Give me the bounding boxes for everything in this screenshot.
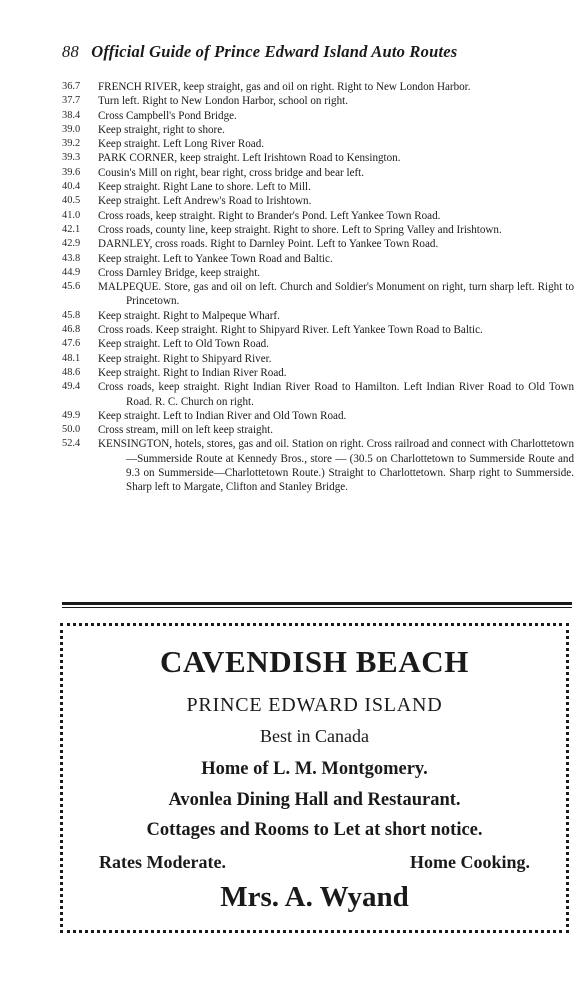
route-direction: Cross roads, keep straight. Right to Brander's Pond. Left Yankee Town Road. [98, 209, 441, 222]
route-mileage: 38.4 [62, 109, 81, 121]
route-mileage: 39.3 [62, 152, 81, 164]
route-entry [62, 337, 574, 351]
route-entry [62, 380, 574, 409]
route-mileage: 47.6 [62, 338, 81, 350]
route-entry [62, 323, 574, 337]
ad-dining: Avonlea Dining Hall and Restaurant. [168, 790, 461, 810]
route-direction: Keep straight. Left Long River Road. [98, 138, 265, 151]
route-direction: FRENCH RIVER, keep straight, gas and oil on right. Right to New London Harbor. [98, 81, 471, 93]
route-mileage: 49.9 [62, 409, 81, 421]
route-direction: Keep straight. Right Lane to shore. Left to Mill. [98, 181, 311, 194]
route-mileage: 41.0 [62, 209, 81, 221]
route-direction: Keep straight. Left to Old Town Road. [98, 338, 269, 351]
page-header [62, 42, 562, 62]
route-entry [62, 280, 574, 309]
route-entry [62, 266, 574, 280]
route-direction: Keep straight. Right to Indian River Road. [98, 366, 287, 379]
ad-home-of: Home of L. M. Montgomery. [201, 759, 428, 779]
route-mileage: 40.4 [62, 181, 81, 193]
ad-slogan: Best in Canada [260, 726, 369, 746]
route-mileage: 46.8 [62, 324, 81, 336]
route-direction: KENSINGTON, hotels, stores, gas and oil. Station on right. Cross railroad and connect with Charlottetown—Summerside Route at Kennedy Bros., store — (30.5 on Charlottetown to Summerside Route and 9.3 on Summerside—Charlottetown Route.) Straight to Charlottetown. Sharp right to Summerside. Sharp left to Margate, Clifton and Stanley Bridge. [98, 438, 574, 494]
route-direction: Cross roads. Keep straight. Right to Shipyard River. Left Yankee Town Road to Baltic. [98, 324, 483, 337]
route-entry [62, 166, 574, 180]
ad-cottages: Cottages and Rooms to Let at short notice. [146, 820, 483, 840]
ad-rates: Rates Moderate. [99, 852, 226, 872]
route-mileage: 42.9 [62, 238, 81, 250]
route-direction: Keep straight, right to shore. [98, 123, 225, 136]
route-mileage: 49.4 [62, 381, 81, 393]
route-mileage: 44.9 [62, 266, 81, 278]
route-entry [62, 180, 574, 194]
route-mileage: 45.8 [62, 309, 81, 321]
route-entry [62, 80, 574, 94]
advertisement-box [60, 623, 569, 933]
route-entry [62, 352, 574, 366]
route-direction: Cross Darnley Bridge, keep straight. [98, 266, 261, 279]
route-entry [62, 437, 574, 494]
route-direction: DARNLEY, cross roads. Right to Darnley Point. Left to Yankee Town Road. [98, 238, 439, 251]
route-mileage: 48.6 [62, 366, 81, 378]
route-mileage: 52.4 [62, 438, 81, 450]
route-direction: Cross roads, county line, keep straight. Right to shore. Left to Spring Valley and Irishtown. [98, 223, 502, 236]
divider-rule-thin [62, 607, 572, 608]
route-mileage: 39.6 [62, 166, 81, 178]
route-mileage: 40.5 [62, 195, 81, 207]
route-entry [62, 151, 574, 165]
route-direction: Cross roads, keep straight. Right Indian River Road to Hamilton. Left Indian River Road to Old Town Road. R. C. Church on right. [98, 381, 574, 408]
route-entry [62, 237, 574, 251]
route-direction: Cross stream, mill on left keep straight. [98, 424, 274, 437]
route-mileage: 48.1 [62, 352, 81, 364]
ad-cooking: Home Cooking. [409, 852, 530, 872]
route-mileage: 39.2 [62, 138, 81, 150]
route-direction: Keep straight. Right to Malpeque Wharf. [98, 309, 280, 322]
route-mileage: 45.6 [62, 281, 81, 293]
route-entry [62, 309, 574, 323]
route-entry [62, 366, 574, 380]
route-entry [62, 137, 574, 151]
route-entry [62, 123, 574, 137]
route-entry [62, 252, 574, 266]
page-number: 88 [62, 42, 79, 61]
route-direction: PARK CORNER, keep straight. Left Irishtown Road to Kensington. [98, 152, 401, 165]
route-entry [62, 423, 574, 437]
divider-rule [62, 602, 572, 605]
route-entry [62, 409, 574, 423]
route-entry [62, 209, 574, 223]
ad-name: CAVENDISH BEACH [159, 644, 470, 679]
ad-province: PRINCE EDWARD ISLAND [186, 694, 443, 716]
route-mileage: 50.0 [62, 424, 81, 436]
route-direction: Cousin's Mill on right, bear right, cross bridge and bear left. [98, 166, 365, 179]
route-log [62, 80, 574, 495]
route-entry [62, 223, 574, 237]
route-direction: Turn left. Right to New London Harbor, school on right. [98, 95, 348, 108]
route-direction: Keep straight. Left Andrew's Road to Irishtown. [98, 195, 312, 208]
page-title: Official Guide of Prince Edward Island Auto Routes [91, 42, 458, 61]
route-entry [62, 94, 574, 108]
route-direction: Keep straight. Left to Yankee Town Road and Baltic. [98, 252, 333, 265]
route-mileage: 37.7 [62, 95, 81, 107]
route-direction: Keep straight. Right to Shipyard River. [98, 352, 272, 365]
route-entry [62, 194, 574, 208]
route-mileage: 43.8 [62, 252, 81, 264]
route-entry [62, 109, 574, 123]
route-mileage: 42.1 [62, 223, 81, 235]
route-direction: MALPEQUE. Store, gas and oil on left. Church and Soldier's Monument on right, turn sharp left. Right to Princetown. [98, 281, 574, 308]
route-direction: Keep straight. Left to Indian River and Old Town Road. [98, 409, 347, 422]
route-mileage: 39.0 [62, 123, 81, 135]
route-mileage: 36.7 [62, 81, 81, 92]
route-direction: Cross Campbell's Pond Bridge. [98, 109, 237, 122]
ad-proprietor: Mrs. A. Wyand [220, 881, 409, 913]
